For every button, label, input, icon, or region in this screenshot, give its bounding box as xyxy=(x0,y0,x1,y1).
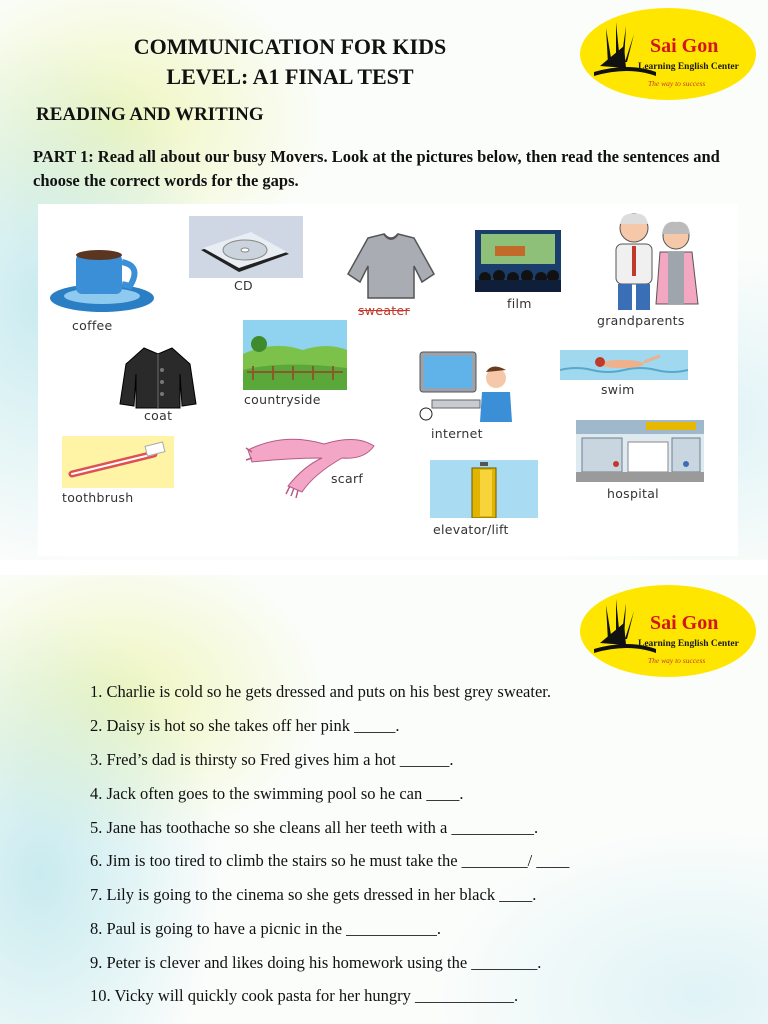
label-sweater-crossed: sweater xyxy=(358,303,410,318)
cinema-icon xyxy=(475,230,561,292)
label-cd: CD xyxy=(234,278,253,293)
question-1: 1. Charlie is cold so he gets dressed and puts on his best grey sweater. xyxy=(90,682,551,701)
question-3: 3. Fred’s dad is thirsty so Fred gives him a hot ______. xyxy=(90,750,454,769)
cd-icon xyxy=(189,216,303,278)
scarf-icon xyxy=(244,428,378,498)
hospital-icon xyxy=(576,420,704,482)
page-separator xyxy=(0,560,768,575)
sweater-icon xyxy=(346,232,436,302)
coat-icon xyxy=(118,344,198,410)
swimmer-icon xyxy=(560,350,688,380)
elevator-icon xyxy=(430,460,538,518)
question-4: 4. Jack often goes to the swimming pool so he can ____. xyxy=(90,784,464,803)
section-heading: READING AND WRITING xyxy=(36,104,264,125)
question-2: 2. Daisy is hot so she takes off her pink _____. xyxy=(90,716,400,735)
label-elevator: elevator/lift xyxy=(433,522,509,537)
question-5: 5. Jane has toothache so she cleans all her teeth with a __________. xyxy=(90,818,539,837)
logo-brand-2: Sai Gon xyxy=(650,612,719,634)
sai-gon-logo xyxy=(578,6,758,102)
sai-gon-logo-page2 xyxy=(578,583,758,679)
logo-brand: Sai Gon xyxy=(650,35,719,57)
countryside-icon xyxy=(243,320,347,390)
logo-subtitle: Learning English Center xyxy=(638,62,739,72)
question-6: 6. Jim is too tired to climb the stairs so he must take the ________/ ____ xyxy=(90,851,570,870)
question-10: 10. Vicky will quickly cook pasta for her hungry ____________. xyxy=(90,986,519,1005)
label-coffee: coffee xyxy=(72,318,113,333)
test-title: COMMUNICATION FOR KIDS xyxy=(133,34,447,59)
question-8: 8. Paul is going to have a picnic in the ___________. xyxy=(90,919,442,938)
label-film: film xyxy=(507,296,532,311)
label-countryside: countryside xyxy=(244,392,321,407)
label-grandparents: grandparents xyxy=(597,313,685,328)
label-hospital: hospital xyxy=(607,486,659,501)
logo-subtitle-2: Learning English Center xyxy=(638,639,739,649)
toothbrush-icon xyxy=(62,436,174,488)
coffee-cup-icon xyxy=(46,244,158,316)
label-toothbrush: toothbrush xyxy=(62,490,134,505)
picture-bank xyxy=(38,204,738,556)
label-scarf: scarf xyxy=(331,471,364,486)
label-coat: coat xyxy=(144,408,173,423)
question-9: 9. Peter is clever and likes doing his homework using the ________. xyxy=(90,953,542,972)
logo-tagline-2: The way to success xyxy=(648,656,706,665)
computer-icon xyxy=(412,344,516,422)
question-7: 7. Lily is going to the cinema so she gets dressed in her black ____. xyxy=(90,885,537,904)
grandparents-icon xyxy=(606,208,704,312)
part1-instructions: PART 1: Read all about our busy Movers. Look at the pictures below, then read the sentences and choose the correct words for the gaps. xyxy=(33,147,720,190)
label-swim: swim xyxy=(601,382,635,397)
test-level: LEVEL: A1 FINAL TEST xyxy=(166,64,414,89)
logo-tagline: The way to success xyxy=(648,79,706,88)
label-internet: internet xyxy=(431,426,483,441)
